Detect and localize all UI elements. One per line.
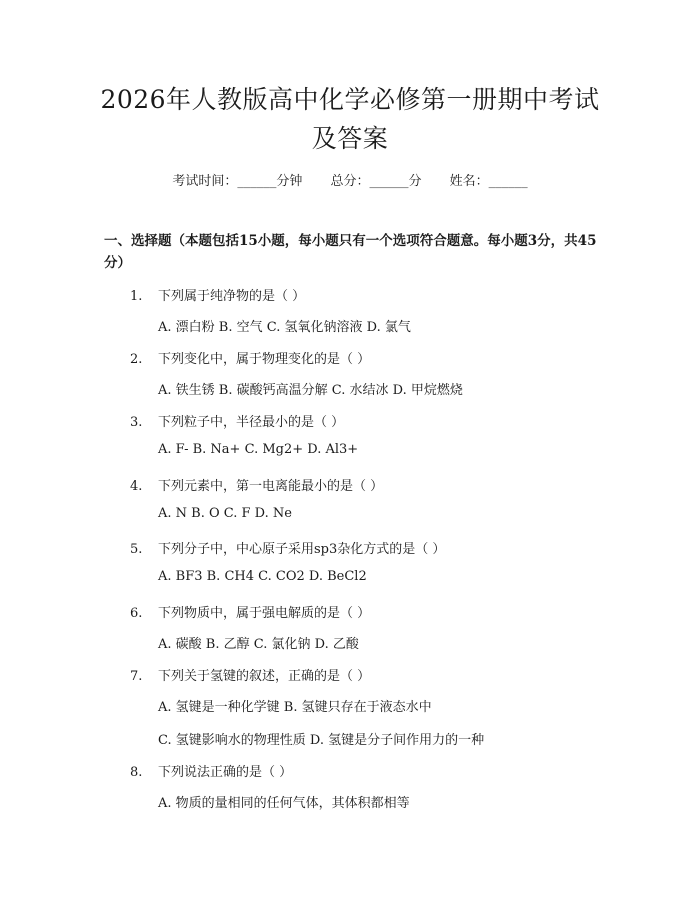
question-6-options: A. 碳酸 B. 乙醇 C. 氯化钠 D. 乙酸 [158,637,359,652]
question-number: 7. [130,669,143,684]
question-3-options: A. F- B. Na+ C. Mg2+ D. Al3+ [158,442,359,457]
question-text: 下列变化中，属于物理变化的是（ ） [158,352,371,367]
question-7-options-line-1: A. 氢键是一种化学键 B. 氢键只存在于液态水中 [158,700,432,715]
exam-info-line [0,170,700,189]
question-5 [130,538,445,557]
question-6 [130,602,370,621]
question-text: 下列元素中，第一电离能最小的是（ ） [158,479,384,494]
section-heading: 一、选择题（本题包括15小题，每小题只有一个选项符合题意。每小题3分，共45分） [104,233,597,271]
exam-time-field: 考试时间：______分钟 [172,174,303,189]
question-text: 下列说法正确的是（ ） [158,765,293,780]
question-number: 5. [130,542,143,557]
question-number: 2. [130,352,143,367]
question-4-options: A. N B. O C. F D. Ne [158,506,292,521]
question-number: 6. [130,606,143,621]
question-text: 下列属于纯净物的是（ ） [158,289,306,304]
question-number: 3. [130,415,143,430]
question-8-options: A. 物质的量相同的任何气体，其体积都相等 [158,796,410,811]
page-title: 2026年人教版高中化学必修第一册期中考试及答案 [100,85,600,153]
question-number: 4. [130,479,143,494]
question-2 [130,348,370,367]
student-name-field: 姓名：______ [449,174,528,189]
question-text: 下列物质中，属于强电解质的是（ ） [158,606,371,621]
question-2-options: A. 铁生锈 B. 碳酸钙高温分解 C. 水结冰 D. 甲烷燃烧 [158,383,463,398]
question-number: 1. [130,289,143,304]
question-text: 下列粒子中，半径最小的是（ ） [158,415,345,430]
question-7-options-line-2: C. 氢键影响水的物理性质 D. 氢键是分子间作用力的一种 [158,733,485,748]
total-score-field: 总分：______分 [330,174,422,189]
question-text: 下列关于氢键的叙述，正确的是（ ） [158,669,371,684]
question-1-options: A. 漂白粉 B. 空气 C. 氢氧化钠溶液 D. 氯气 [158,320,411,335]
question-4 [130,475,383,494]
question-8 [130,761,292,780]
question-5-options: A. BF3 B. CH4 C. CO2 D. BeCl2 [158,569,367,584]
question-text: 下列分子中，中心原子采用sp3杂化方式的是（ ） [158,542,446,557]
question-number: 8. [130,765,143,780]
question-7 [130,665,370,684]
question-3 [130,411,344,430]
question-1 [130,285,305,304]
